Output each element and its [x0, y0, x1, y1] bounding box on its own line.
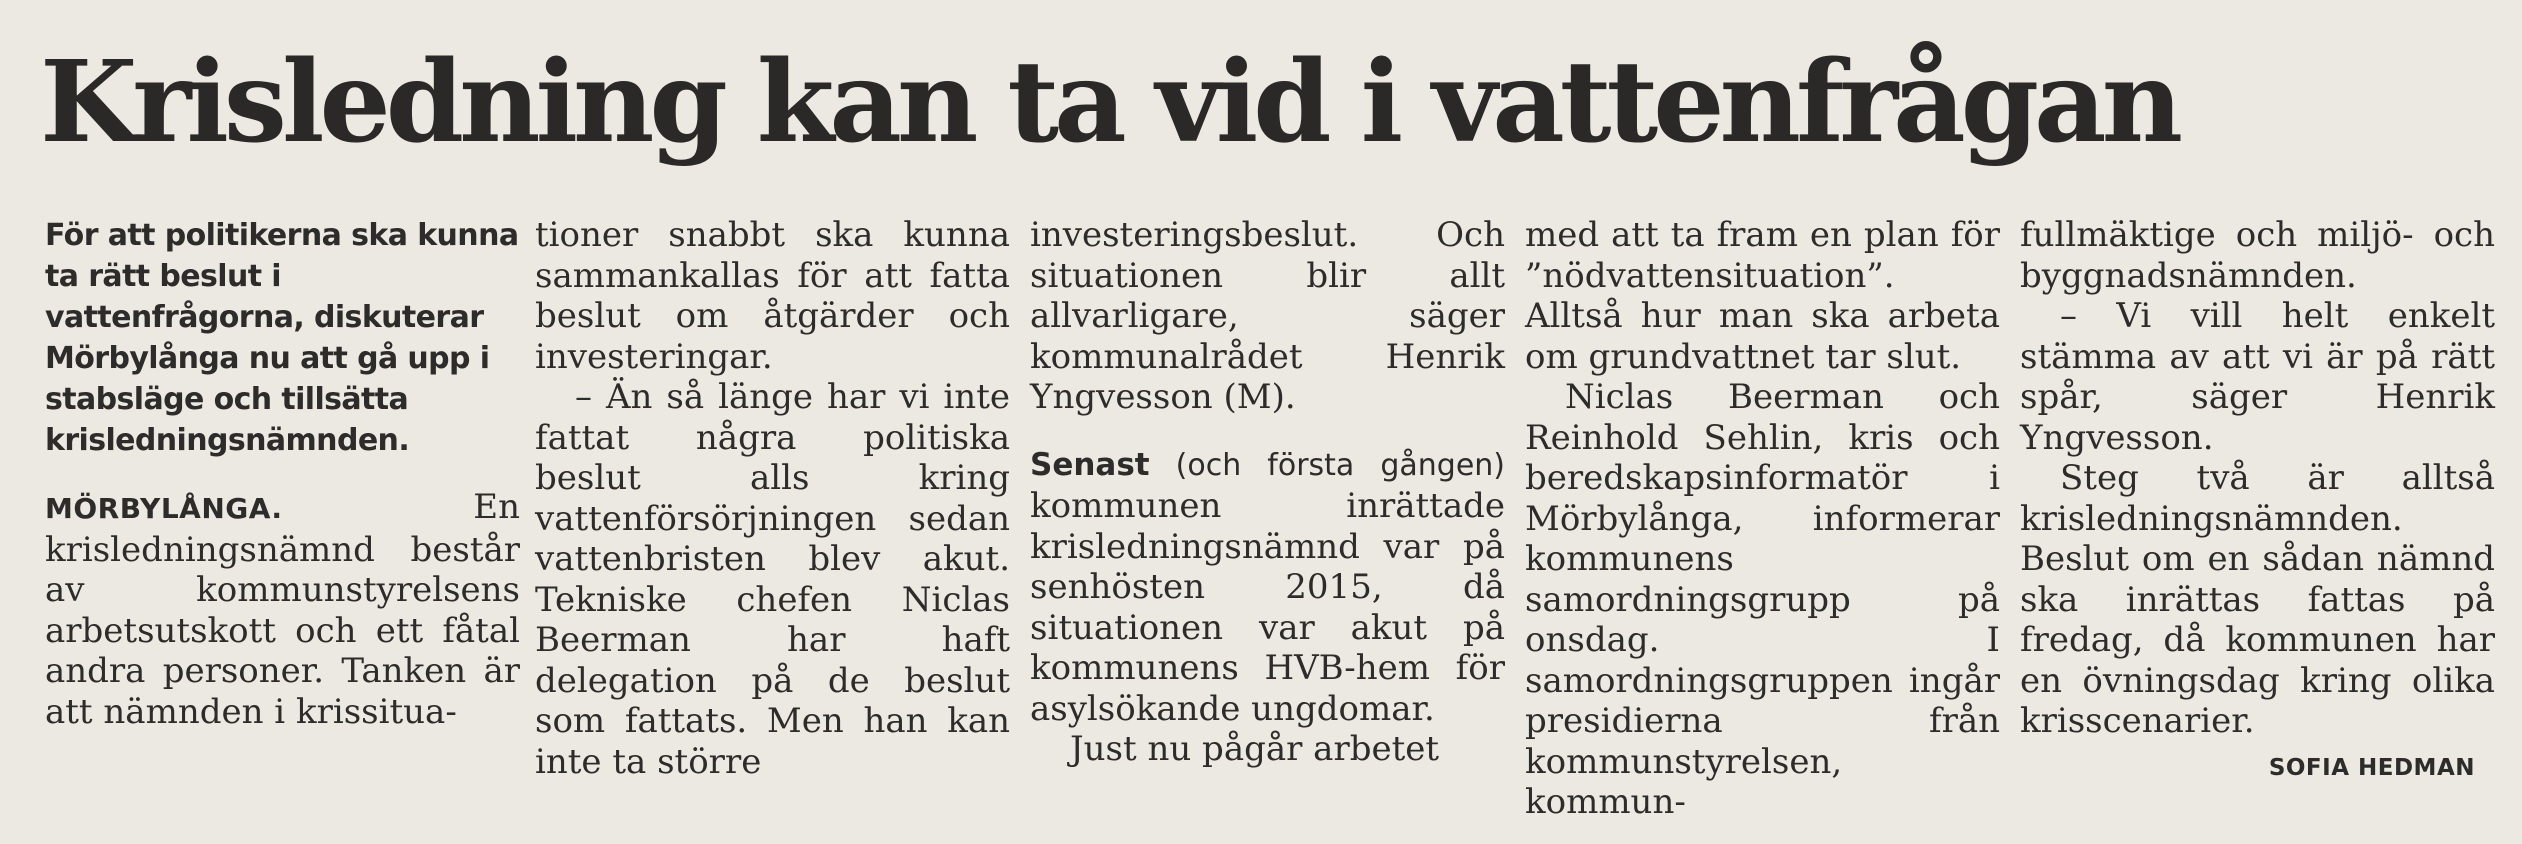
article-column-5: [2020, 215, 2495, 742]
body-paragraph: med att ta fram en plan för ”nödvattensituation”. Alltså hur man ska arbeta om grundvattnet tar slut.: [1525, 215, 2000, 377]
subhead-lead: Senast: [1030, 446, 1150, 483]
article-column-1: [45, 215, 520, 732]
article-column-4: [1525, 215, 2000, 823]
body-paragraph: investeringsbeslut. Och situationen blir allt allvarligare, säger kommunalrådet Henrik Yngvesson (M).: [1030, 215, 1505, 417]
article-dateline: MÖRBYLÅNGA.: [45, 492, 283, 525]
article-ingress: För att politikerna ska kunna ta rätt beslut i vattenfrågorna, diskuterar Mörbylånga nu att gå upp i stabsläge och tillsätta krisledningsnämnden.: [45, 218, 519, 458]
article-byline: SOFIA HEDMAN: [2268, 755, 2475, 781]
body-paragraph: [1030, 444, 1505, 730]
article-column-2: [535, 215, 1010, 782]
body-paragraph: Steg två är alltså krisledningsnämnden. Beslut om en sådan nämnd ska inrättas fattas på fredag, då kommunen har en övningsdag kring olika krisscenarier.: [2020, 458, 2495, 741]
body-paragraph: Just nu pågår arbetet: [1070, 729, 1440, 769]
body-text: kommunen inrättade krisledningsnämnd var på senhösten 2015, då situationen var akut på kommunens HVB-hem för asylsökande ungdomar.: [1030, 486, 1505, 729]
body-text: En krisledningsnämnd består av kommunstyrelsens arbetsutskott och ett fåtal andra personer. Tanken är att nämnden i krissitua-: [45, 487, 520, 732]
body-paragraph: fullmäktige och miljö- och byggnadsnämnden.: [2020, 215, 2495, 296]
body-paragraph: Niclas Beerman och Reinhold Sehlin, kris och beredskapsinformatör i Mörbylånga, informerar kommunens samordningsgrupp på onsdag. I samordningsgruppen ingår presidierna från kommunstyrelsen, kommun-: [1525, 377, 2000, 822]
body-paragraph: – Än så länge har vi inte fattat några politiska beslut alls kring vattenförsörjningen sedan vattenbristen blev akut. Tekniske chefen Niclas Beerman har haft delegation på de beslut som fattats. Men han kan inte ta större: [535, 377, 1010, 782]
article-column-3: [1030, 215, 1505, 770]
body-paragraph: tioner snabbt ska kunna sammankallas för att fatta beslut om åtgärder och investeringar.: [535, 215, 1010, 377]
body-paragraph: – Vi vill helt enkelt stämma av att vi är på rätt spår, säger Henrik Yngvesson.: [2020, 296, 2495, 458]
body-paragraph: [45, 487, 520, 732]
subhead-lead-rest: (och första gången): [1149, 447, 1505, 483]
article-headline: Krisledning kan ta vid i vattenfrågan: [40, 37, 2179, 168]
